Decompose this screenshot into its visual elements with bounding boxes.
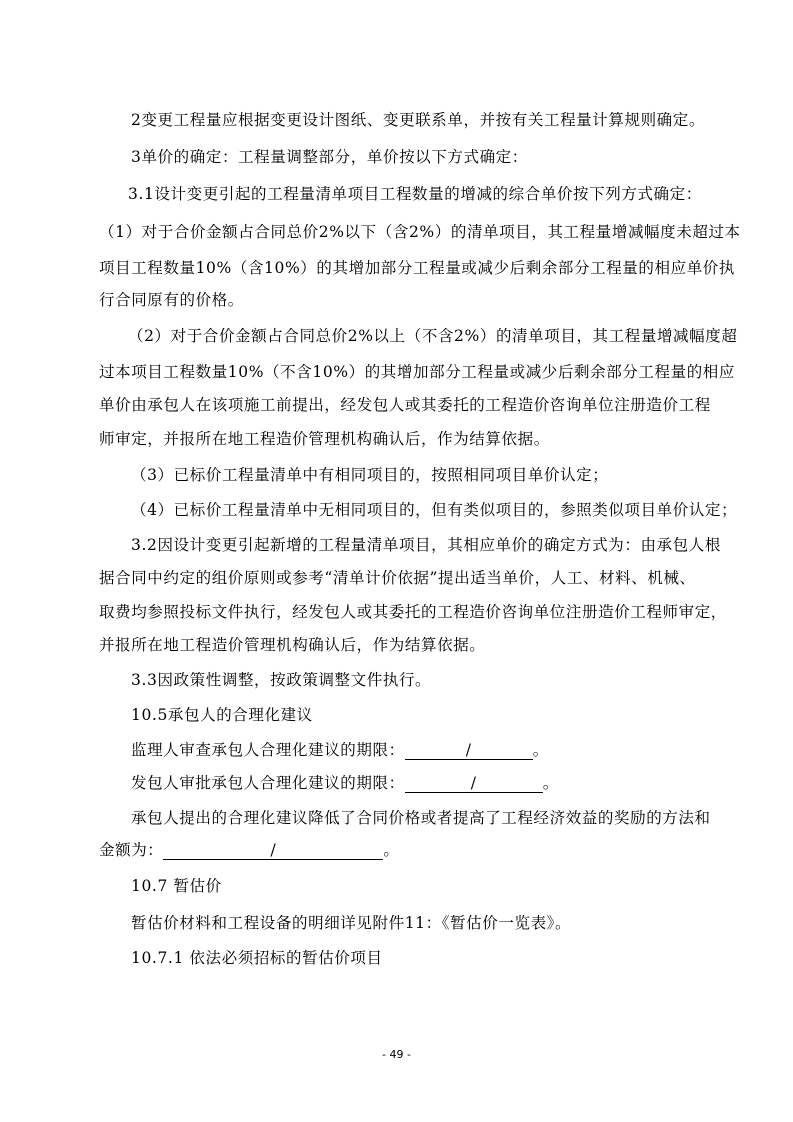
approve-limit-field: / — [405, 774, 543, 793]
line-end-mark: 。 — [542, 774, 559, 792]
paragraph-line: 据合同中约定的组价原则或参考“清单计价依据”提出适当单价，人工、材料、机械、 — [99, 569, 696, 587]
paragraph-line: 师审定，并报所在地工程造价管理机构确认后，作为结算依据。 — [99, 430, 550, 448]
paragraph-line: 3.1设计变更引起的工程量清单项目工程数量的增减的综合单价按下列方式确定： — [128, 185, 702, 203]
paragraph-line: （4）已标价工程量清单中无相同项目的，但有类似项目的，参照类似项目单价认定； — [131, 501, 738, 519]
paragraph-line: 3单价的确定：工程量调整部分，单价按以下方式确定： — [131, 148, 528, 166]
paragraph-line: 暂估价材料和工程设备的明细详见附件11：《暂估价一览表》。 — [131, 914, 572, 932]
reward-amount-line — [99, 840, 400, 860]
section-heading: 10.7 暂估价 — [131, 877, 222, 895]
reward-line: 承包人提出的合理化建议降低了合同价格或者提高了工程经济效益的奖励的方法和 — [131, 809, 711, 827]
reward-amount-label: 金额为： — [99, 841, 164, 859]
line-end-mark: 。 — [532, 741, 549, 759]
approve-limit-label: 发包人审批承包人合理化建议的期限： — [131, 774, 405, 792]
review-limit-field: / — [405, 741, 533, 760]
paragraph-line: （1）对于合价金额占合同总价2%以下（含2%）的清单项目，其工程量增减幅度未超过本 — [99, 223, 741, 241]
paragraph-line: 行合同原有的价格。 — [99, 291, 244, 309]
section-heading: 10.7.1 依法必须招标的暂估价项目 — [131, 949, 383, 967]
line-end-mark: 。 — [383, 841, 400, 859]
paragraph-line: 3.3因政策性调整，按政策调整文件执行。 — [131, 671, 432, 689]
reward-amount-field: / — [163, 841, 383, 860]
paragraph-line: 项目工程数量10%（含10%）的其增加部分工程量或减少后剩余部分工程量的相应单价执 — [99, 259, 736, 277]
paragraph-line: 单价由承包人在该项施工前提出，经发包人或其委托的工程造价咨询单位注册造价工程 — [99, 396, 711, 414]
page-number: - 49 - — [382, 1048, 411, 1061]
section-heading: 10.5承包人的合理化建议 — [131, 706, 313, 724]
paragraph-line: 并报所在地工程造价管理机构确认后，作为结算依据。 — [99, 636, 486, 654]
paragraph-line: 3.2因设计变更引起新增的工程量清单项目，其相应单价的确定方式为：由承包人根 — [131, 536, 721, 554]
paragraph-line: （3）已标价工程量清单中有相同项目的，按照相同项目单价认定； — [131, 466, 609, 484]
paragraph-line: （2）对于合价金额占合同总价2%以上（不含2%）的清单项目，其工程量增减幅度超 — [128, 327, 738, 345]
paragraph-line: 2变更工程量应根据变更设计图纸、变更联系单，并按有关工程量计算规则确定。 — [131, 111, 705, 129]
approve-limit-line — [131, 773, 559, 793]
paragraph-line: 取费均参照投标文件执行，经发包人或其委托的工程造价咨询单位注册造价工程师审定， — [99, 603, 727, 621]
review-limit-line — [131, 740, 549, 760]
paragraph-line: 过本项目工程数量10%（不含10%）的其增加部分工程量或减少后剩余部分工程量的相应 — [99, 363, 736, 381]
review-limit-label: 监理人审查承包人合理化建议的期限： — [131, 741, 405, 759]
